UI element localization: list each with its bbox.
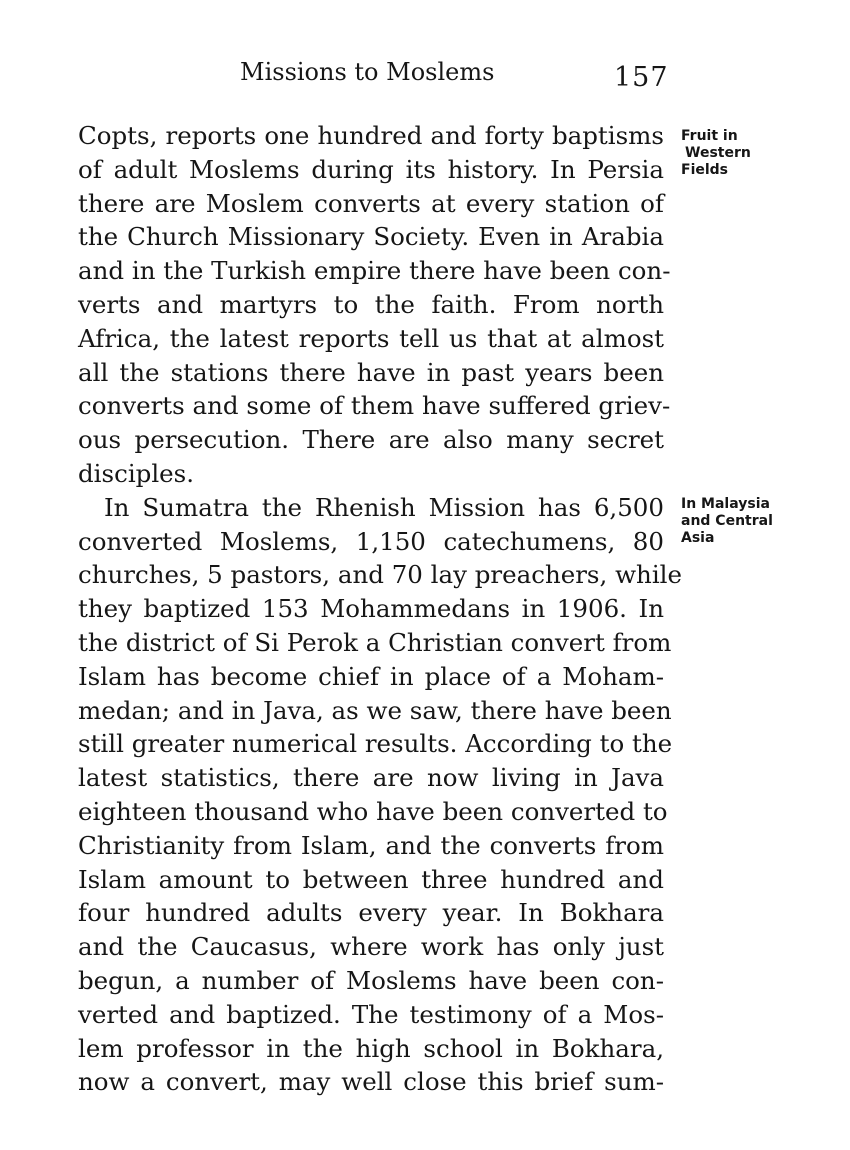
sidenote-line: In Malaysia: [681, 496, 770, 512]
sidenote-line: and Central: [681, 513, 773, 529]
text-line: churches, 5 pastors, and 70 lay preachers, while: [78, 560, 683, 590]
text-line: they baptized 153 Mohammedans in 1906. In: [78, 594, 664, 624]
running-title: Missions to Moslems: [240, 58, 495, 86]
text-line: lem professor in the high school in Bokhara,: [78, 1033, 664, 1063]
text-line: now a convert, may well close this brief sum-: [78, 1067, 664, 1097]
text-line: begun, a number of Moslems have been con-: [78, 965, 664, 995]
text-line: medan; and in Java, as we saw, there have been: [78, 695, 672, 725]
body-text: [78, 119, 683, 1099]
text-line: eighteen thousand who have been converted to: [78, 796, 668, 826]
sidenote-line: Western: [685, 145, 751, 161]
text-line: Islam has become chief in place of a Moham-: [78, 661, 664, 691]
sidenote-line: Asia: [681, 530, 715, 546]
text-line: there are Moslem converts at every station of: [78, 188, 664, 218]
text-line: Christianity from Islam, and the converts from: [78, 830, 664, 860]
text-line: still greater numerical results. According to the: [78, 729, 673, 759]
text-line: the Church Missionary Society. Even in Arabia: [78, 222, 664, 252]
sidenote-line: Fruit in: [681, 128, 738, 144]
sidenote-malaysia-central-asia: [681, 496, 811, 547]
text-line: latest statistics, there are now living in Java: [78, 763, 664, 793]
text-line: converts and some of them have suffered griev-: [78, 391, 671, 421]
text-line: verted and baptized. The testimony of a Mos-: [78, 999, 664, 1029]
text-line: Islam amount to between three hundred and: [78, 864, 664, 894]
text-line: four hundred adults every year. In Bokhara: [78, 898, 664, 928]
text-line: verts and martyrs to the faith. From north: [78, 289, 664, 319]
text-line: the district of Si Perok a Christian convert from: [78, 627, 672, 657]
text-line: Africa, the latest reports tell us that at almost: [78, 323, 664, 353]
text-line: all the stations there have in past years been: [78, 357, 664, 387]
text-line: and in the Turkish empire there have been con-: [78, 256, 671, 286]
sidenote-fruit-in-western-fields: [681, 128, 811, 179]
sidenote-line: Fields: [681, 162, 729, 178]
running-head: [0, 58, 850, 94]
text-line: of adult Moslems during its history. In Persia: [78, 154, 664, 184]
paragraph-end-line: disciples.: [78, 458, 195, 488]
text-line: converted Moslems, 1,150 catechumens, 80: [78, 526, 664, 556]
page-number: 157: [614, 62, 669, 93]
text-line: Copts, reports one hundred and forty baptisms: [78, 121, 664, 150]
text-line: ous persecution. There are also many secret: [78, 425, 664, 455]
text-line: and the Caucasus, where work has only just: [78, 932, 664, 962]
paragraph-start-line: In Sumatra the Rhenish Mission has 6,500: [104, 492, 664, 522]
